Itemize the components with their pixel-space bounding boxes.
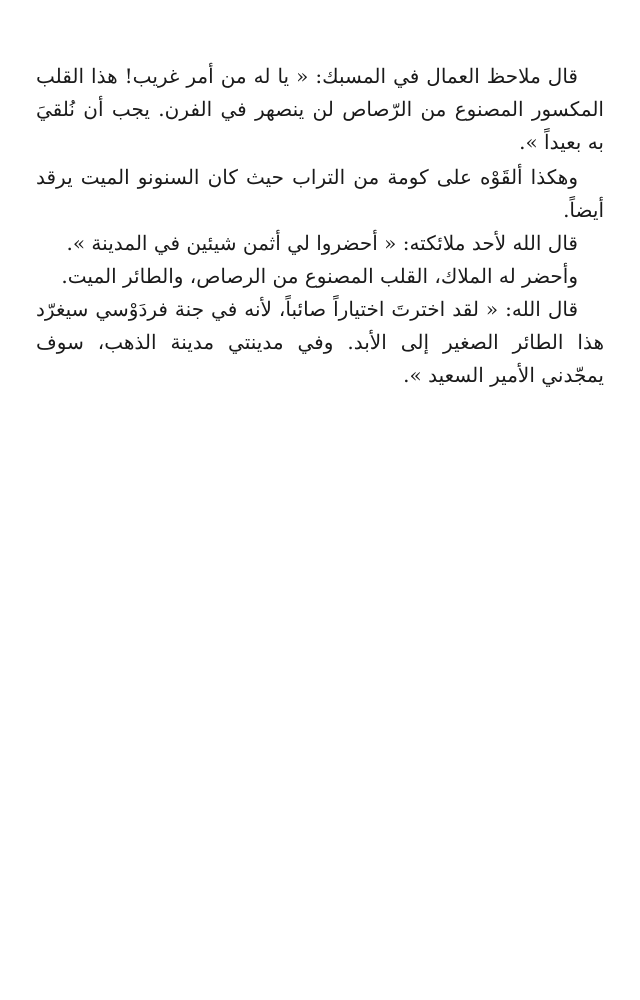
text-block-top bbox=[36, 60, 604, 159]
text-block-main bbox=[36, 161, 604, 392]
paragraph-thrown-away: وهكذا ألقَوْه على كومة من التراب حيث كان السنونو الميت يرقد أيضاً. bbox=[36, 165, 604, 222]
paragraph-angel-brought: وأحضر له الملاك، القلب المصنوع من الرصاص، والطائر الميت. bbox=[61, 264, 578, 288]
paragraph-god-verdict: قال الله: « لقد اخترتَ اختياراً صائباً، لأنه في جنة فردَوْسي سيغرّد هذا الطائر الصغير إلى الأبد. وفي مدينتي مدينة الذهب، سوف يمجّدني الأمير السعيد ». bbox=[36, 297, 604, 387]
paragraph-god-command: قال الله لأحد ملائكته: « أحضروا لي أثمن شيئين في المدينة ». bbox=[66, 231, 578, 255]
paragraph-foreman: قال ملاحظ العمال في المسبك: « يا له من أمر غريب! هذا القلب المكسور المصنوع من الرّصاص لن ينصهر في الفرن. يجب أن نُلقيَ به بعيداً ». bbox=[36, 64, 604, 154]
